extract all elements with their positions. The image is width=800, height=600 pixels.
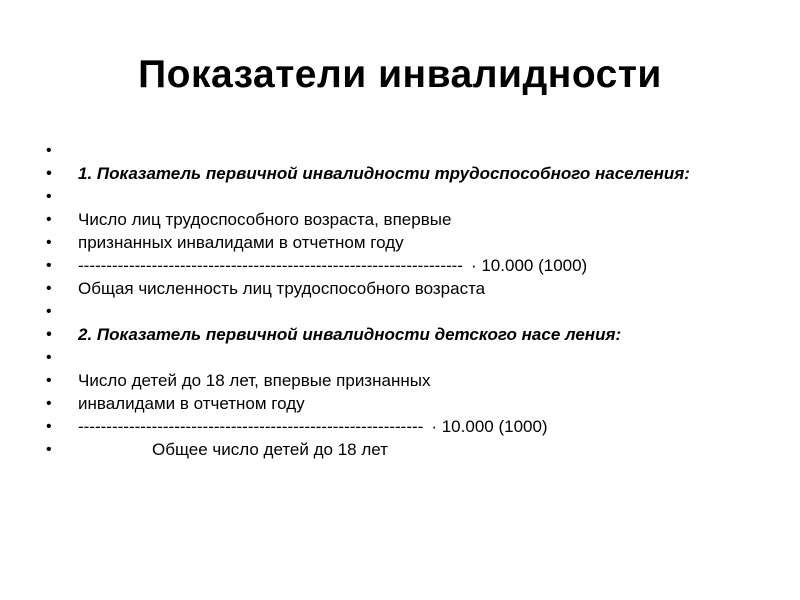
fraction-dashes: ------------------------------------------------------------- (78, 417, 424, 436)
multiplier: · 10.000 (1000) (431, 417, 548, 436)
bullet-item-numerator-line-2: • инвалидами в отчетном году (46, 392, 766, 415)
slide-title: Показатели инвалидности (138, 53, 662, 96)
bullet-item-empty (46, 300, 766, 323)
bullet-item-fraction-line-2 (46, 415, 766, 438)
bullet-list (46, 139, 766, 461)
bullet-item-numerator-line-1: • Число лиц трудоспособного возраста, впервые (46, 208, 766, 231)
bullet-item-numerator-line-2: • признанных инвалидами в отчетном году (46, 231, 766, 254)
bullet-item-empty (46, 185, 766, 208)
bullet-item-heading-1: • 1. Показатель первичной инвалидности трудоспособного населения: (46, 162, 766, 185)
bullet-item-heading-2: • 2. Показатель первичной инвалидности детского насе ления: (46, 323, 766, 346)
multiplier: · 10.000 (1000) (470, 256, 588, 275)
bullet-item-empty (46, 346, 766, 369)
bullet-item-fraction-line-1 (46, 254, 766, 277)
denominator-text: Общее число детей до 18 лет (152, 440, 388, 459)
bullet-item-empty (46, 139, 766, 162)
bullet-item-numerator-line-1: • Число детей до 18 лет, впервые признанных (46, 369, 766, 392)
bullet-item-denominator (46, 438, 766, 461)
bullet-item-denominator: • Общая численность лиц трудоспособного возраста (46, 277, 766, 300)
fraction-dashes: -------------------------------------------------------------------- (78, 256, 463, 275)
